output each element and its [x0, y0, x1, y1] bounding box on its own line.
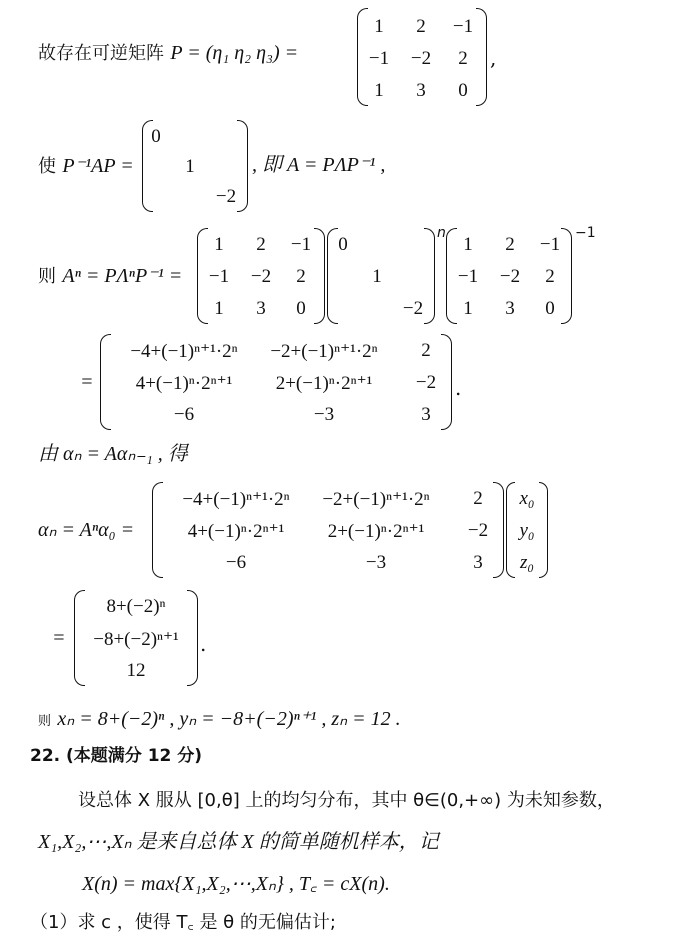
equals-sign-2: = [52, 627, 66, 649]
question-paragraph-2: X₁,X₂,⋯,Xₙ 是来自总体 X 的简单随机样本，记 [38, 831, 439, 853]
bracket-right [561, 228, 572, 324]
matrix-diag [142, 120, 248, 212]
cell: 3 [473, 552, 483, 573]
cell: 3 [505, 298, 515, 319]
bracket-left [152, 482, 163, 578]
cell: 2 [296, 266, 306, 287]
cell: 0 [151, 126, 161, 147]
text-prefix: 则 [38, 714, 52, 729]
cell: −6 [173, 404, 195, 425]
line-power [38, 265, 182, 286]
matrix-P-2 [197, 228, 325, 324]
cell: −3 [365, 552, 387, 573]
cell: −4+(−1)ⁿ⁺¹·2ⁿ [130, 341, 238, 362]
cell: −1 [290, 234, 312, 255]
matrix-P [357, 8, 487, 106]
cell: −4+(−1)ⁿ⁺¹·2ⁿ [182, 489, 290, 510]
cell: 4+(−1)ⁿ·2ⁿ⁺¹ [187, 521, 285, 542]
cell: 0 [338, 234, 348, 255]
cell: 1 [463, 234, 473, 255]
question-part-1: （1）求 c ，使得 T꜀ 是 θ 的无偏估计; [30, 912, 336, 933]
cell: −8+(−2)ⁿ⁺¹ [93, 629, 179, 650]
bracket-right [476, 8, 487, 106]
cell: 2 [473, 488, 483, 509]
bracket-right [539, 482, 548, 578]
cell: −1 [368, 48, 390, 69]
cell: y₀ [519, 520, 535, 541]
cell: −2 [215, 186, 237, 207]
question-heading: 22. (本题满分 12 分) [30, 746, 203, 766]
cell: −2 [402, 298, 424, 319]
cell: 0 [296, 298, 306, 319]
cell: 1 [374, 16, 384, 37]
bracket-right [314, 228, 325, 324]
bracket-left [357, 8, 368, 106]
cell: −6 [225, 552, 247, 573]
math-expr-inverse: , 即 A = PΛP⁻¹ , [252, 154, 386, 176]
cell: 2 [256, 234, 266, 255]
cell: 8+(−2)ⁿ [106, 596, 166, 617]
cell: −2+(−1)ⁿ⁺¹·2ⁿ [322, 489, 430, 510]
text-prefix: 则 [38, 266, 56, 287]
cell: 2 [458, 48, 468, 69]
line-alpha-n: αₙ = Aⁿα₀ = [38, 519, 135, 541]
cell: −3 [313, 404, 335, 425]
line-final-answer [38, 708, 401, 729]
cell: −2 [415, 372, 437, 393]
question-paragraph-1: 设总体 X 服从 [0,θ] 上的均匀分布，其中 θ∈(0,+∞) 为未知参数， [78, 790, 615, 811]
exponent-inverse: −1 [575, 225, 596, 241]
period-2: . [200, 632, 207, 656]
cell: 3 [421, 404, 431, 425]
line-recurrence: 由 αₙ = Aαₙ₋₁ , 得 [38, 443, 188, 465]
line-invertible-matrix [38, 42, 298, 63]
vector-result [74, 590, 198, 686]
bracket-left [100, 334, 111, 430]
cell: 1 [463, 298, 473, 319]
bracket-left [74, 590, 85, 686]
bracket-right [493, 482, 504, 578]
cell: 1 [214, 234, 224, 255]
cell: 1 [214, 298, 224, 319]
cell: 12 [126, 660, 146, 681]
comma: , [490, 46, 497, 70]
equals-sign: = [80, 371, 94, 393]
cell: 3 [256, 298, 266, 319]
bracket-left [506, 482, 515, 578]
matrix-result-2 [152, 482, 504, 578]
vector-initial [506, 482, 548, 578]
cell: 3 [416, 80, 426, 101]
cell: −1 [208, 266, 230, 287]
bracket-left [327, 228, 338, 324]
period: . [455, 376, 462, 400]
bracket-right [441, 334, 452, 430]
cell: −2+(−1)ⁿ⁺¹·2ⁿ [270, 341, 378, 362]
text-prefix: 故存在可逆矩阵 [38, 43, 164, 64]
exponent-n: n [437, 225, 446, 241]
cell: 4+(−1)ⁿ·2ⁿ⁺¹ [135, 373, 233, 394]
bracket-right [237, 120, 248, 212]
math-expr: P = (η₁ η₂ η₃) = [170, 42, 299, 64]
question-formula: X(n) = max{X₁,X₂,⋯,Xₙ} , T꜀ = cX(n). [82, 873, 390, 895]
math-expr: P⁻¹AP = [62, 155, 134, 177]
cell: −2 [467, 520, 489, 541]
cell: 1 [374, 80, 384, 101]
cell: 0 [458, 80, 468, 101]
bracket-left [446, 228, 457, 324]
cell: 2 [505, 234, 515, 255]
matrix-result [100, 334, 452, 430]
cell: −2 [410, 48, 432, 69]
bracket-right [187, 590, 198, 686]
cell: 2 [545, 266, 555, 287]
line-diagonalize [38, 155, 134, 176]
cell: −2 [499, 266, 521, 287]
cell: −1 [457, 266, 479, 287]
cell: −1 [539, 234, 561, 255]
bracket-right [424, 228, 435, 324]
text-prefix: 使 [38, 156, 56, 177]
matrix-P-inv [446, 228, 572, 324]
cell: z₀ [520, 552, 534, 573]
cell: 0 [545, 298, 555, 319]
cell: −1 [452, 16, 474, 37]
cell: 2 [421, 340, 431, 361]
bracket-left [197, 228, 208, 324]
cell: x₀ [519, 488, 535, 509]
cell: 2+(−1)ⁿ·2ⁿ⁺¹ [275, 373, 373, 394]
cell: 1 [372, 266, 382, 287]
math-expr: xₙ = 8+(−2)ⁿ , yₙ = −8+(−2)ⁿ⁺¹ , zₙ = 12 . [57, 708, 401, 730]
cell: −2 [250, 266, 272, 287]
matrix-diag-2 [327, 228, 435, 324]
cell: 2 [416, 16, 426, 37]
math-expr: Aⁿ = PΛⁿP⁻¹ = [62, 265, 183, 287]
cell: 2+(−1)ⁿ·2ⁿ⁺¹ [327, 521, 425, 542]
cell: 1 [185, 156, 195, 177]
